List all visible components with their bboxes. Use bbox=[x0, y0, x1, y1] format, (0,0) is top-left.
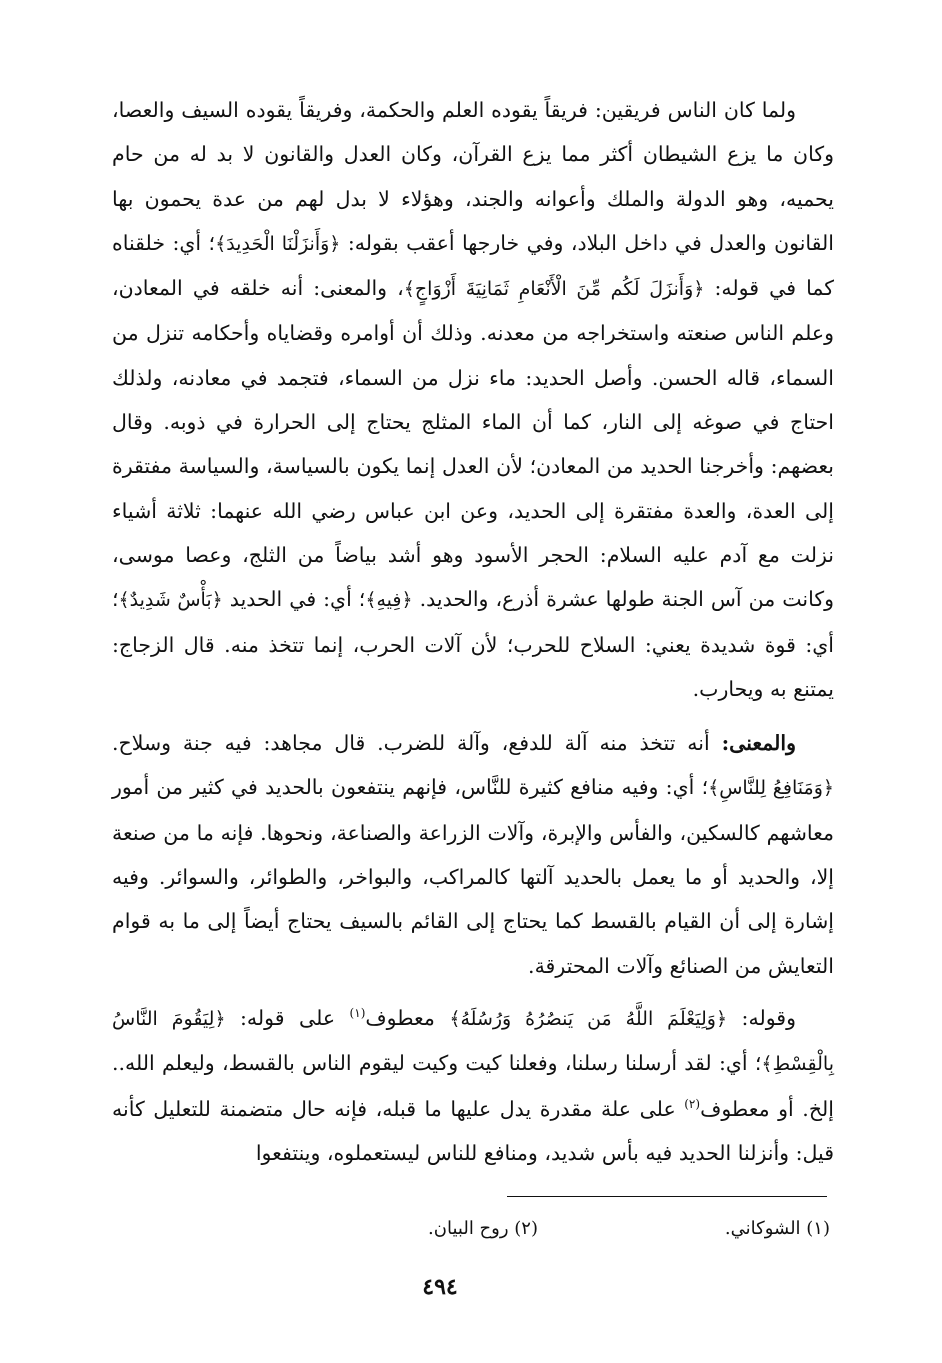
text-segment: ؛ أي: قوة شديدة يعني: السلاح للحرب؛ لأن آلات الحرب، إنما تتخذ منه. قال الزجاج: يمتنع به ويحارب. bbox=[112, 587, 834, 701]
text-segment: معطوف bbox=[365, 1005, 450, 1030]
text-segment: ولما كان الناس فريقين: فريقاً يقوده العلم والحكمة، وفريقاً يقوده السيف والعصا، وكان ما يزع الشيطان أكثر مما يزع القرآن، وكان العدل والقانون لا بد له من حام يحميه، وهو الدولة والملك وأعوانه والجند، وهؤلاء لا بدل لهم من عدة يحمون بها القانون والعدل في داخل البلاد، وفي خارجها أعقب بقوله: bbox=[112, 98, 834, 255]
text-segment: ؛ أي: لقد أرسلنا رسلنا، وفعلنا كيت وكيت ليقوم الناس بالقسط، وليعلم الله.. إلخ. أو معطوف bbox=[112, 1051, 834, 1121]
text-segment: ؛ أي: في الحديد bbox=[222, 587, 366, 612]
quran-quote: ﴿لِيَقُومَ النَّاسُ بِالْقِسْطِ﴾ bbox=[112, 1007, 834, 1076]
paragraph-2 bbox=[112, 721, 834, 988]
paragraph-1 bbox=[112, 88, 834, 711]
quran-quote: ﴿وَمَنَافِعُ لِلنَّاسِ﴾ bbox=[708, 777, 835, 800]
text-segment: ؛ أي: وفيه منافع كثيرة للنَّاس، فإنهم ينتفعون بالحديد في كثير من أمور معاشهم كالسكين، والفأس والإبرة، وآلات الزراعة والصناعة، ونحوها. فإنه ما من صنعة إلا، والحديد أو ما يعمل بالحديد آلتها كالمراكب، والبواخر، والطوائر، والسوائر. وفيه إشارة إلى أن القيام بالقسط كما يحتاج إلى القائم بالسيف يحتاج أيضاً إلى ما به قوام التعايش من الصنائع وآلات المحترقة. bbox=[112, 775, 834, 978]
page-number: ٤٩٤ bbox=[422, 1274, 458, 1300]
footnote-1: (١) الشوكاني. bbox=[724, 1218, 830, 1239]
footnote-reference: (٢) bbox=[684, 1096, 701, 1111]
body-text bbox=[112, 88, 834, 1175]
text-segment: على علة مقدرة يدل عليها ما قبله، فإنه حال متضمنة للتعليل كأنه قيل: وأنزلنا الحديد فيه بأس شديد، ومنافع للناس ليستعملوه، وينتفعوا bbox=[112, 1096, 834, 1165]
quran-quote: ﴿وَأَنزَلْنَا الْحَدِيدَ﴾ bbox=[215, 232, 341, 255]
text-segment: على قوله: bbox=[225, 1005, 350, 1030]
footnote-divider bbox=[507, 1196, 827, 1197]
text-segment: ؛ أي: خلقناه كما في قوله: bbox=[112, 230, 835, 301]
paragraph-lead-word: والمعنى: bbox=[721, 731, 796, 756]
quran-quote: ﴿وَأَنزَلَ لَكُم مِّنَ الْأَنْعَامِ ثَمَانِيَةَ أَزْوَاجٍ﴾ bbox=[403, 278, 705, 301]
footnote-reference: (١) bbox=[349, 1006, 366, 1021]
paragraph-3 bbox=[112, 996, 834, 1175]
quran-quote: ﴿وَلِيَعْلَمَ اللَّهُ مَن يَنصُرُهُ وَرُسُلَهُ﴾ bbox=[449, 1007, 728, 1030]
footnotes bbox=[250, 1212, 830, 1246]
text-segment: أنه تتخذ منه آلة للدفع، وآلة للضرب. قال مجاهد: فيه جنة وسلاح. bbox=[112, 731, 722, 756]
quran-quote: ﴿بَأْسٌ شَدِيدٌ﴾ bbox=[118, 589, 223, 612]
footnote-2: (٢) روح البيان. bbox=[428, 1218, 538, 1239]
text-segment: وقوله: bbox=[727, 1005, 796, 1030]
quran-quote: ﴿فِيهِ﴾ bbox=[365, 589, 413, 612]
text-segment: ، والمعنى: أنه خلقه في المعادن، وعلم الناس صنعته واستخراجه من معدنه. وذلك أن أوامره وقضاياه وأحكامه تنزل من السماء، قاله الحسن. وأصل الحديد: ماء نزل من السماء، فتجمد في معادنه، ولذلك احتاج في صوغه إلى النار، كما أن الماء المثلج يحتاج إلى الحرارة في ذوبه. وقال بعضهم: وأخرجنا الحديد من المعادن؛ لأن العدل إنما يكون بالسياسة، والسياسة مفتقرة إلى العدة، والعدة مفتقرة إلى الحديد، وعن ابن عباس رضي الله عنهما: ثلاثة أشياء نزلت مع آدم عليه السلام: الحجر الأسود وهو أشد بياضاً من الثلج، وعصا موسى، وكانت من آس الجنة طولها عشرة أذرع، والحديد. bbox=[112, 276, 834, 612]
